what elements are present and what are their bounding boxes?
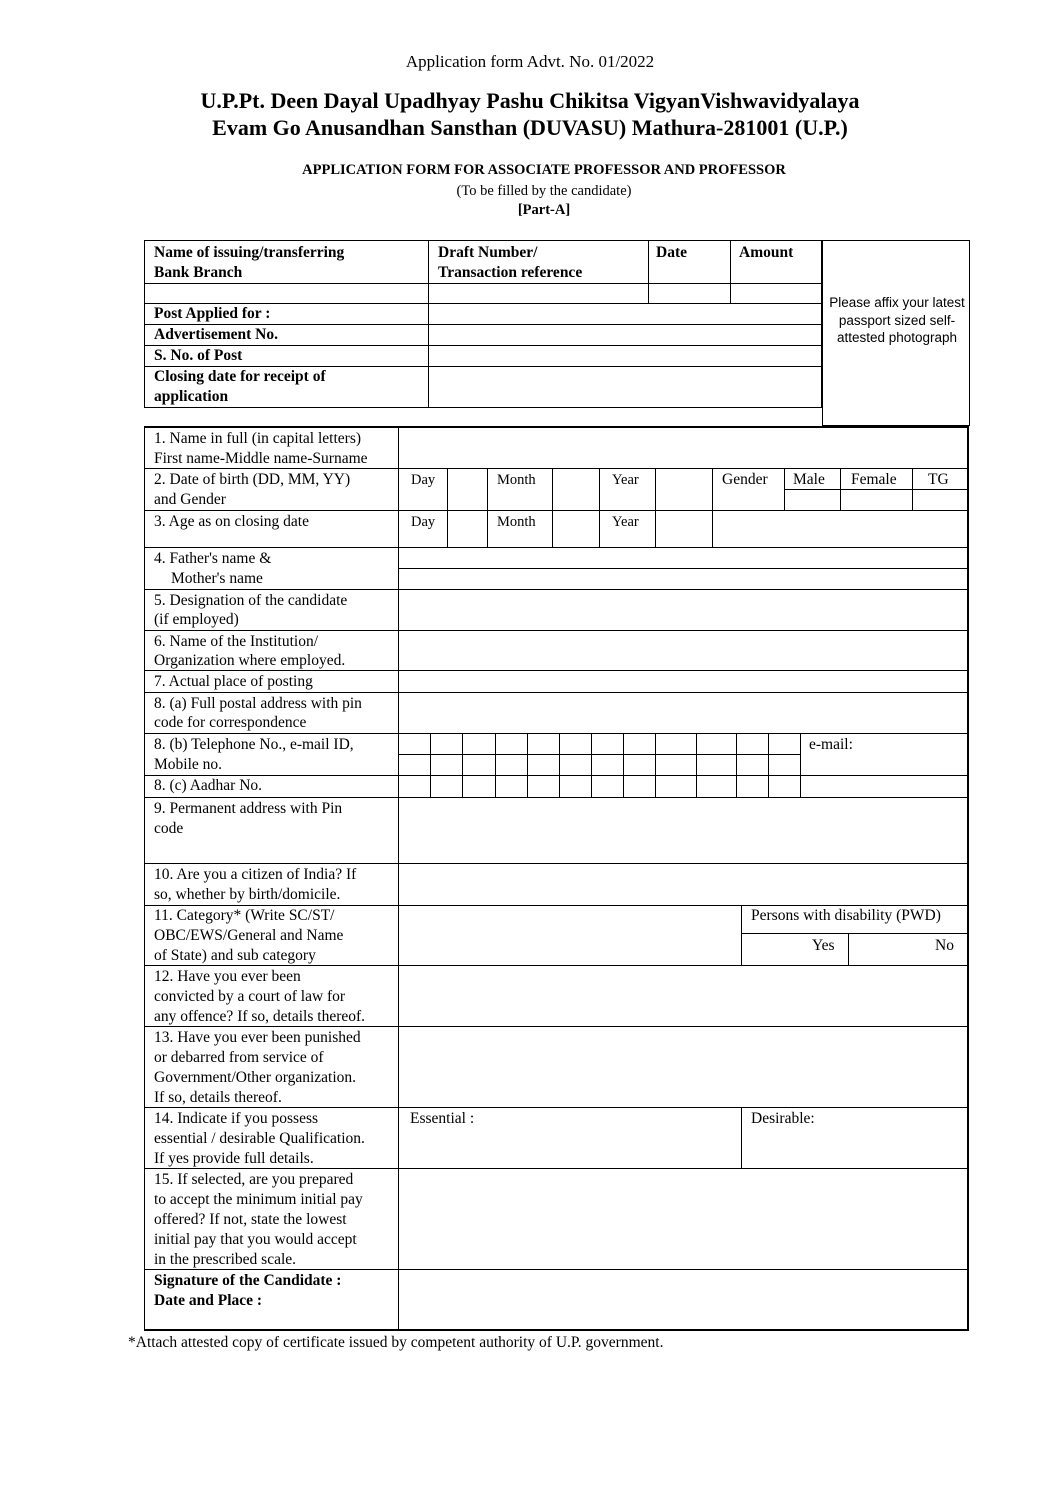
place-of-posting-input[interactable] xyxy=(400,671,966,692)
footnote: *Attach attested copy of certificate issued by competent authority of U.P. government. xyxy=(128,1334,664,1351)
mother-name-input[interactable] xyxy=(400,569,966,589)
q1-label-line2: First name-Middle name-Surname xyxy=(154,450,368,467)
q2-label-line1: 2. Date of birth (DD, MM, YY) xyxy=(154,471,351,488)
q7-label: 7. Actual place of posting xyxy=(154,673,313,690)
advertisement-no-label: Advertisement No. xyxy=(154,326,278,343)
full-name-input[interactable] xyxy=(400,428,966,468)
dob-year-input[interactable] xyxy=(656,469,712,510)
designation-input[interactable] xyxy=(400,590,966,630)
amount-label: Amount xyxy=(739,244,794,261)
email-input[interactable] xyxy=(801,734,966,775)
postal-address-input[interactable] xyxy=(400,693,966,733)
telephone-input[interactable] xyxy=(400,734,800,754)
pwd-yes-label: Yes xyxy=(812,937,835,954)
q15-label-line4: initial pay that you would accept xyxy=(154,1231,357,1248)
age-day-label: Day xyxy=(411,514,436,530)
dob-day-input[interactable] xyxy=(448,469,487,510)
signature-area[interactable] xyxy=(400,1270,966,1329)
university-name-line2: Evam Go Anusandhan Sansthan (DUVASU) Mathura-281001 (U.P.) xyxy=(212,115,848,140)
q15-label-line2: to accept the minimum initial pay xyxy=(154,1191,363,1208)
q8c-label: 8. (c) Aadhar No. xyxy=(154,777,263,794)
post-applied-input[interactable] xyxy=(429,304,821,324)
pwd-no-checkbox[interactable] xyxy=(849,934,966,965)
q14-label-line3: If yes provide full details. xyxy=(154,1150,314,1167)
q9-label-line1: 9. Permanent address with Pin xyxy=(154,800,343,817)
gender-female-label: Female xyxy=(851,471,897,488)
age-month-label: Month xyxy=(497,514,536,530)
q13-label-line2: or debarred from service of xyxy=(154,1049,324,1066)
citizenship-input[interactable] xyxy=(400,864,966,905)
part-label: [Part-A] xyxy=(517,202,571,218)
age-month-input[interactable] xyxy=(553,511,599,547)
form-instruction: (To be filled by the candidate) xyxy=(456,183,632,199)
q15-label-line1: 15. If selected, are you prepared xyxy=(154,1171,354,1188)
q15-label-line3: offered? If not, state the lowest xyxy=(154,1211,347,1228)
q14-label-line2: essential / desirable Qualification. xyxy=(154,1130,365,1147)
q13-label-line3: Government/Other organization. xyxy=(154,1069,357,1086)
father-name-input[interactable] xyxy=(400,548,966,568)
q15-label-line5: in the prescribed scale. xyxy=(154,1251,297,1268)
dob-day-label: Day xyxy=(411,472,436,488)
closing-date-label-line2: application xyxy=(154,388,229,405)
q2-label-line2: and Gender xyxy=(154,491,226,508)
q8b-label-line1: 8. (b) Telephone No., e-mail ID, xyxy=(154,736,354,753)
signature-label: Signature of the Candidate : xyxy=(154,1272,342,1289)
q4-label-line2: Mother's name xyxy=(171,570,263,587)
dob-year-label: Year xyxy=(612,472,639,488)
q5-label-line1: 5. Designation of the candidate xyxy=(154,592,348,609)
q5-label-line2: (if employed) xyxy=(154,611,239,628)
q4-label-line1: 4. Father's name & xyxy=(154,550,272,567)
date-place-label: Date and Place : xyxy=(154,1292,263,1309)
mobile-input[interactable] xyxy=(400,755,800,775)
pwd-no-label: No xyxy=(935,937,954,954)
q1-label-line1: 1. Name in full (in capital letters) xyxy=(154,430,362,447)
desirable-label: Desirable: xyxy=(751,1110,815,1127)
age-year-label: Year xyxy=(612,514,639,530)
aadhar-input[interactable] xyxy=(400,776,800,797)
q11-label-line3: of State) and sub category xyxy=(154,947,316,964)
advertisement-no-input[interactable] xyxy=(429,325,821,345)
photo-box[interactable] xyxy=(823,241,969,425)
q10-label-line2: so, whether by birth/domicile. xyxy=(154,886,341,903)
gender-male-label: Male xyxy=(793,471,825,488)
desirable-qualification-input[interactable] xyxy=(742,1108,966,1168)
bank-branch-label-line2: Bank Branch xyxy=(154,264,243,281)
photo-placeholder-note: Please affix your latest passport sized self-attested photograph xyxy=(829,295,965,345)
gender-female-checkbox[interactable] xyxy=(841,490,912,510)
q12-label-line1: 12. Have you ever been xyxy=(154,968,301,985)
gender-tg-checkbox[interactable] xyxy=(913,490,967,510)
q12-label-line2: convicted by a court of law for xyxy=(154,988,346,1005)
draft-number-label-line1: Draft Number/ xyxy=(438,244,538,261)
q6-label-line1: 6. Name of the Institution/ xyxy=(154,633,319,650)
date-label: Date xyxy=(656,244,687,261)
q8b-label-line2: Mobile no. xyxy=(154,756,223,773)
dob-month-input[interactable] xyxy=(553,469,599,510)
closing-date-input[interactable] xyxy=(429,367,821,407)
pwd-label: Persons with disability (PWD) xyxy=(751,907,941,924)
email-label: e-mail: xyxy=(809,736,853,753)
gender-tg-label: TG xyxy=(928,471,949,488)
pwd-yes-checkbox[interactable] xyxy=(742,934,848,965)
dob-month-label: Month xyxy=(497,472,536,488)
debarment-details-input[interactable] xyxy=(400,1027,966,1107)
essential-qualification-input[interactable] xyxy=(400,1108,741,1168)
q11-label-line1: 11. Category* (Write SC/ST/ xyxy=(154,907,335,924)
bank-branch-label-line1: Name of issuing/transferring xyxy=(154,244,345,261)
category-input[interactable] xyxy=(400,906,741,965)
age-year-input[interactable] xyxy=(656,511,712,547)
draft-number-input[interactable] xyxy=(429,284,648,303)
gender-label: Gender xyxy=(722,471,768,488)
q14-label-line1: 14. Indicate if you possess xyxy=(154,1110,319,1127)
q13-label-line1: 13. Have you ever been punished xyxy=(154,1029,361,1046)
q8a-label-line1: 8. (a) Full postal address with pin xyxy=(154,695,362,712)
q9-label-line2: code xyxy=(154,820,184,837)
closing-date-label-line1: Closing date for receipt of xyxy=(154,368,326,385)
q12-label-line3: any offence? If so, details thereof. xyxy=(154,1008,366,1025)
permanent-address-input[interactable] xyxy=(400,798,966,863)
age-day-input[interactable] xyxy=(448,511,487,547)
institution-input[interactable] xyxy=(400,631,966,670)
pay-acceptance-input[interactable] xyxy=(400,1169,966,1269)
q6-label-line2: Organization where employed. xyxy=(154,652,346,669)
essential-label: Essential : xyxy=(410,1110,475,1127)
advt-line: Application form Advt. No. 01/2022 xyxy=(405,52,655,71)
post-sno-input[interactable] xyxy=(429,346,821,366)
amount-input[interactable] xyxy=(731,284,821,303)
conviction-details-input[interactable] xyxy=(400,966,966,1026)
draft-number-label-line2: Transaction reference xyxy=(438,264,583,281)
q13-label-line4: If so, details thereof. xyxy=(154,1089,282,1106)
form-title: APPLICATION FORM FOR ASSOCIATE PROFESSOR AND PROFESSOR xyxy=(302,162,786,178)
q10-label-line1: 10. Are you a citizen of India? If xyxy=(154,866,357,883)
q8a-label-line2: code for correspondence xyxy=(154,714,307,731)
gender-male-checkbox[interactable] xyxy=(785,490,840,510)
draft-date-input[interactable] xyxy=(649,284,730,303)
post-applied-label: Post Applied for : xyxy=(154,305,271,322)
q11-label-line2: OBC/EWS/General and Name xyxy=(154,927,344,944)
bank-branch-input[interactable] xyxy=(145,284,428,303)
post-sno-label: S. No. of Post xyxy=(154,347,243,364)
university-name-line1: U.P.Pt. Deen Dayal Upadhyay Pashu Chikitsa VigyanVishwavidyalaya xyxy=(200,88,860,113)
q3-label: 3. Age as on closing date xyxy=(154,513,309,530)
